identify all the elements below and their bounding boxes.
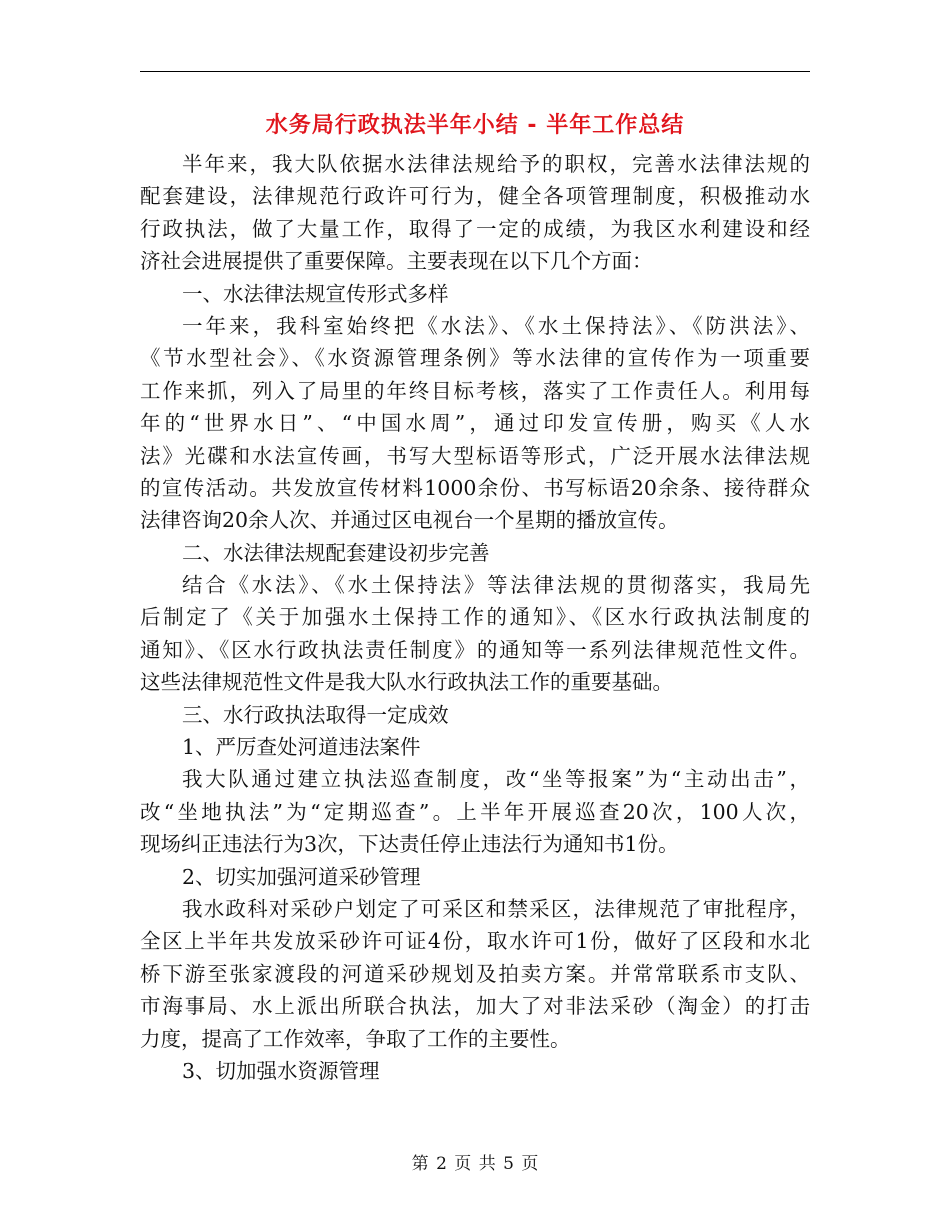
text-line: 全区上半年共发放采砂许可证4份，取水许可1份，做好了区段和水北 bbox=[140, 929, 810, 954]
text-line: 这些法律规范性文件是我大队水行政执法工作的重要基础。 bbox=[140, 670, 673, 695]
text-line: 3、切加强水资源管理 bbox=[182, 1058, 380, 1083]
text-line: 法律咨询20余人次、并通过区电视台一个星期的播放宣传。 bbox=[140, 508, 679, 533]
text-line: 力度，提高了工作效率，争取了工作的主要性。 bbox=[140, 1026, 571, 1051]
text-line: 我大队通过建立执法巡查制度，改“坐等报案”为“主动出击”， bbox=[182, 767, 810, 792]
text-line: 行政执法，做了大量工作，取得了一定的成绩，为我区水利建设和经 bbox=[140, 216, 810, 241]
text-line: 济社会进展提供了重要保障。主要表现在以下几个方面： bbox=[140, 249, 653, 274]
text-line: 后制定了《关于加强水土保持工作的通知》、《区水行政执法制度的 bbox=[140, 605, 810, 630]
text-line: 工作来抓，列入了局里的年终目标考核，落实了工作责任人。利用每 bbox=[140, 378, 810, 403]
text-line: 二、水法律法规配套建设初步完善 bbox=[182, 540, 490, 565]
text-line: 通知》、《区水行政执法责任制度》的通知等一系列法律规范性文件。 bbox=[140, 637, 810, 662]
text-line: 配套建设，法律规范行政许可行为，健全各项管理制度，积极推动水 bbox=[140, 184, 810, 209]
text-line: 1、严厉查处河道违法案件 bbox=[182, 735, 421, 760]
text-line: 三、水行政执法取得一定成效 bbox=[182, 702, 449, 727]
text-line: 的宣传活动。共发放宣传材料1000余份、书写标语20余条、接待群众 bbox=[140, 475, 810, 500]
text-line: 一年来，我科室始终把《水法》、《水土保持法》、《防洪法》、 bbox=[182, 313, 810, 338]
text-line: 我水政科对采砂户划定了可采区和禁采区，法律规范了审批程序， bbox=[182, 896, 810, 921]
text-line: 《节水型社会》、《水资源管理条例》等水法律的宣传作为一项重要 bbox=[140, 346, 810, 371]
document-title: 水务局行政执法半年小结 - 半年工作总结 bbox=[265, 113, 685, 138]
document-body bbox=[140, 148, 810, 1087]
header-rule bbox=[140, 71, 810, 72]
text-line: 年的“世界水日”、“中国水周”，通过印发宣传册，购买《人水 bbox=[140, 411, 810, 436]
text-line: 现场纠正违法行为3次，下达责任停止违法行为通知书1份。 bbox=[140, 832, 679, 857]
text-line: 结合《水法》、《水土保持法》等法律法规的贯彻落实，我局先 bbox=[182, 573, 810, 598]
text-line: 一、水法律法规宣传形式多样 bbox=[182, 281, 449, 306]
text-line: 2、切实加强河道采砂管理 bbox=[182, 864, 421, 889]
text-line: 桥下游至张家渡段的河道采砂规划及拍卖方案。并常常联系市支队、 bbox=[140, 961, 810, 986]
text-line: 改“坐地执法”为“定期巡查”。上半年开展巡查20次，100人次， bbox=[140, 799, 810, 824]
page-number-footer: 第 2 页 共 5 页 bbox=[411, 1154, 539, 1174]
text-line: 市海事局、水上派出所联合执法，加大了对非法采砂（淘金）的打击 bbox=[140, 994, 810, 1019]
text-line: 半年来，我大队依据水法律法规给予的职权，完善水法律法规的 bbox=[182, 152, 810, 176]
text-line: 法》光碟和水法宣传画，书写大型标语等形式，广泛开展水法律法规 bbox=[140, 443, 810, 468]
